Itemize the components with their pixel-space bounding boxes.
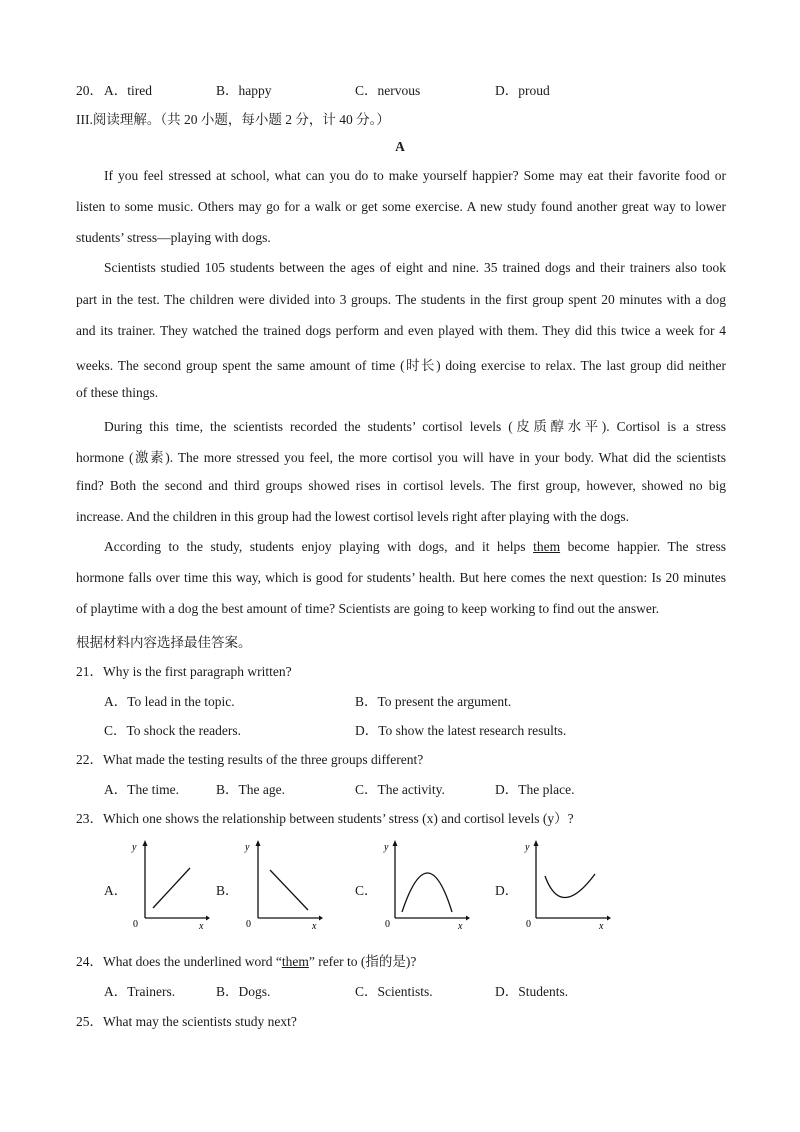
q21-option-c[interactable]: C．To shock the readers. xyxy=(104,723,242,738)
q21-option-b[interactable]: B．To present the argument. xyxy=(355,694,512,709)
graph-a-y-label: y xyxy=(132,842,137,853)
graph-d-origin: 0 xyxy=(526,919,531,930)
paragraph-1-line-2: listen to some music. Others may go for a walk or get some exercise. A new study found another great way to lower xyxy=(76,199,726,214)
q22-option-a[interactable]: A．The time. xyxy=(104,782,179,797)
paragraph-4-line-2: hormone falls over time this way, which is good for students’ health. But here comes the next question: Is 20 minutes xyxy=(76,570,726,585)
graph-b-y-label: y xyxy=(245,842,250,853)
graph-d-y-arrow xyxy=(534,840,539,846)
graph-b-origin: 0 xyxy=(246,919,251,930)
paragraph-2-line-2: part in the test. The children were divided into 3 groups. The students in the first group spent 20 minutes with a dog xyxy=(76,292,726,307)
q20-option-c[interactable]: C．nervous xyxy=(355,83,421,98)
paragraph-2-line-3: and its trainer. They watched the trained dogs perform and even played with them. They did this twice a week for 4 xyxy=(76,323,726,338)
q24-text xyxy=(76,950,416,970)
graph-a-x-label: x xyxy=(199,921,204,930)
q22-text: 22．What made the testing results of the three groups different? xyxy=(76,752,424,767)
q23-text: 23．Which one shows the relationship between students’ stress (x) and cortisol levels (y）? xyxy=(76,811,574,826)
graph-b-x-label: x xyxy=(312,921,317,930)
instruction: 根据材料内容选择最佳答案。 xyxy=(76,635,252,650)
paragraph-4-text-after: become happier. The stress xyxy=(560,539,726,554)
q23-option-c[interactable]: C． xyxy=(355,883,378,898)
q21-option-d[interactable]: D．To show the latest research results. xyxy=(355,723,567,738)
section-title: III.阅读理解。（共 20 小题，每小题 2 分，计 40 分。） xyxy=(76,112,390,127)
q24-text-before: 24．What does the underlined word “ xyxy=(76,954,282,969)
graph-c-curve xyxy=(402,873,452,912)
paragraph-4-line-3: of playtime with a dog the best amount of time? Scientists are going to keep working to find out the answer. xyxy=(76,601,660,616)
q20-number: 20． xyxy=(76,83,103,98)
q23-option-a[interactable]: A． xyxy=(104,883,128,898)
q24-underlined-them: them xyxy=(281,954,309,969)
graph-d-curve xyxy=(545,874,595,898)
q23-option-d[interactable]: D． xyxy=(495,883,519,898)
graph-c-origin: 0 xyxy=(385,919,390,930)
underlined-them: them xyxy=(533,539,561,554)
paragraph-3-line-1: During this time, the scientists recorded the students’ cortisol levels (皮质醇水平). Cortisol is a stress xyxy=(104,419,726,434)
graph-d[interactable] xyxy=(515,838,611,930)
graph-c-x-label: x xyxy=(458,921,463,930)
paragraph-4-text: According to the study, students enjoy playing with dogs, and it helps xyxy=(104,539,534,554)
q21-option-a[interactable]: A．To lead in the topic. xyxy=(104,694,235,709)
graph-d-x-label: x xyxy=(599,921,604,930)
q25-text: 25．What may the scientists study next? xyxy=(76,1014,297,1029)
graph-c-y-arrow xyxy=(393,840,398,846)
paragraph-3-line-3: find? Both the second and third groups showed rises in cortisol levels. The first group, however, showed no big xyxy=(76,478,726,493)
graph-b-curve xyxy=(270,870,308,910)
graph-a[interactable] xyxy=(124,838,210,930)
graph-a-x-arrow xyxy=(206,916,210,921)
q24-option-c[interactable]: C．Scientists. xyxy=(355,984,433,999)
graph-a-y-arrow xyxy=(143,840,148,846)
graph-b-y-arrow xyxy=(256,840,261,846)
q20-option-b[interactable]: B．happy xyxy=(216,83,272,98)
q21-text: 21．Why is the first paragraph written? xyxy=(76,664,292,679)
q22-option-c[interactable]: C．The activity. xyxy=(355,782,445,797)
graph-d-y-label: y xyxy=(525,842,530,853)
paragraph-2-line-5: of these things. xyxy=(76,385,159,400)
q22-option-b[interactable]: B．The age. xyxy=(216,782,285,797)
graph-c-x-arrow xyxy=(466,916,470,921)
graph-b[interactable] xyxy=(237,838,323,930)
q20-option-a[interactable]: A．tired xyxy=(104,83,152,98)
q24-option-d[interactable]: D．Students. xyxy=(495,984,569,999)
passage-label: A xyxy=(395,139,405,154)
graph-d-x-arrow xyxy=(607,916,611,921)
graph-c-y-label: y xyxy=(384,842,389,853)
paragraph-3-line-2: hormone (激素). The more stressed you feel, the more cortisol you will have in your body. What did the scientists xyxy=(76,450,726,465)
paragraph-2-line-4: weeks. The second group spent the same amount of time (时长) doing exercise to relax. The last group did neither xyxy=(76,358,726,373)
q24-option-a[interactable]: A．Trainers. xyxy=(104,984,176,999)
paragraph-1-line-3: students’ stress—playing with dogs. xyxy=(76,230,271,245)
q23-option-b[interactable]: B． xyxy=(216,883,239,898)
paragraph-3-line-4: increase. And the children in this group had the lowest cortisol levels right after playing with the dogs. xyxy=(76,509,629,524)
paragraph-2-line-1: Scientists studied 105 students between the ages of eight and nine. 35 trained dogs and their trainers also took xyxy=(104,260,726,275)
graph-b-x-arrow xyxy=(319,916,323,921)
graph-a-curve xyxy=(153,868,190,908)
q24-text-after: ” refer to (指的是)? xyxy=(308,954,417,969)
q20-option-d[interactable]: D．proud xyxy=(495,83,550,98)
q24-option-b[interactable]: B．Dogs. xyxy=(216,984,271,999)
q22-option-d[interactable]: D．The place. xyxy=(495,782,575,797)
paragraph-1-line-1: If you feel stressed at school, what can you do to make yourself happier? Some may eat their favorite food or xyxy=(104,168,726,183)
paragraph-4-line-1 xyxy=(104,539,726,555)
graph-c[interactable] xyxy=(374,838,470,930)
graph-a-origin: 0 xyxy=(133,919,138,930)
